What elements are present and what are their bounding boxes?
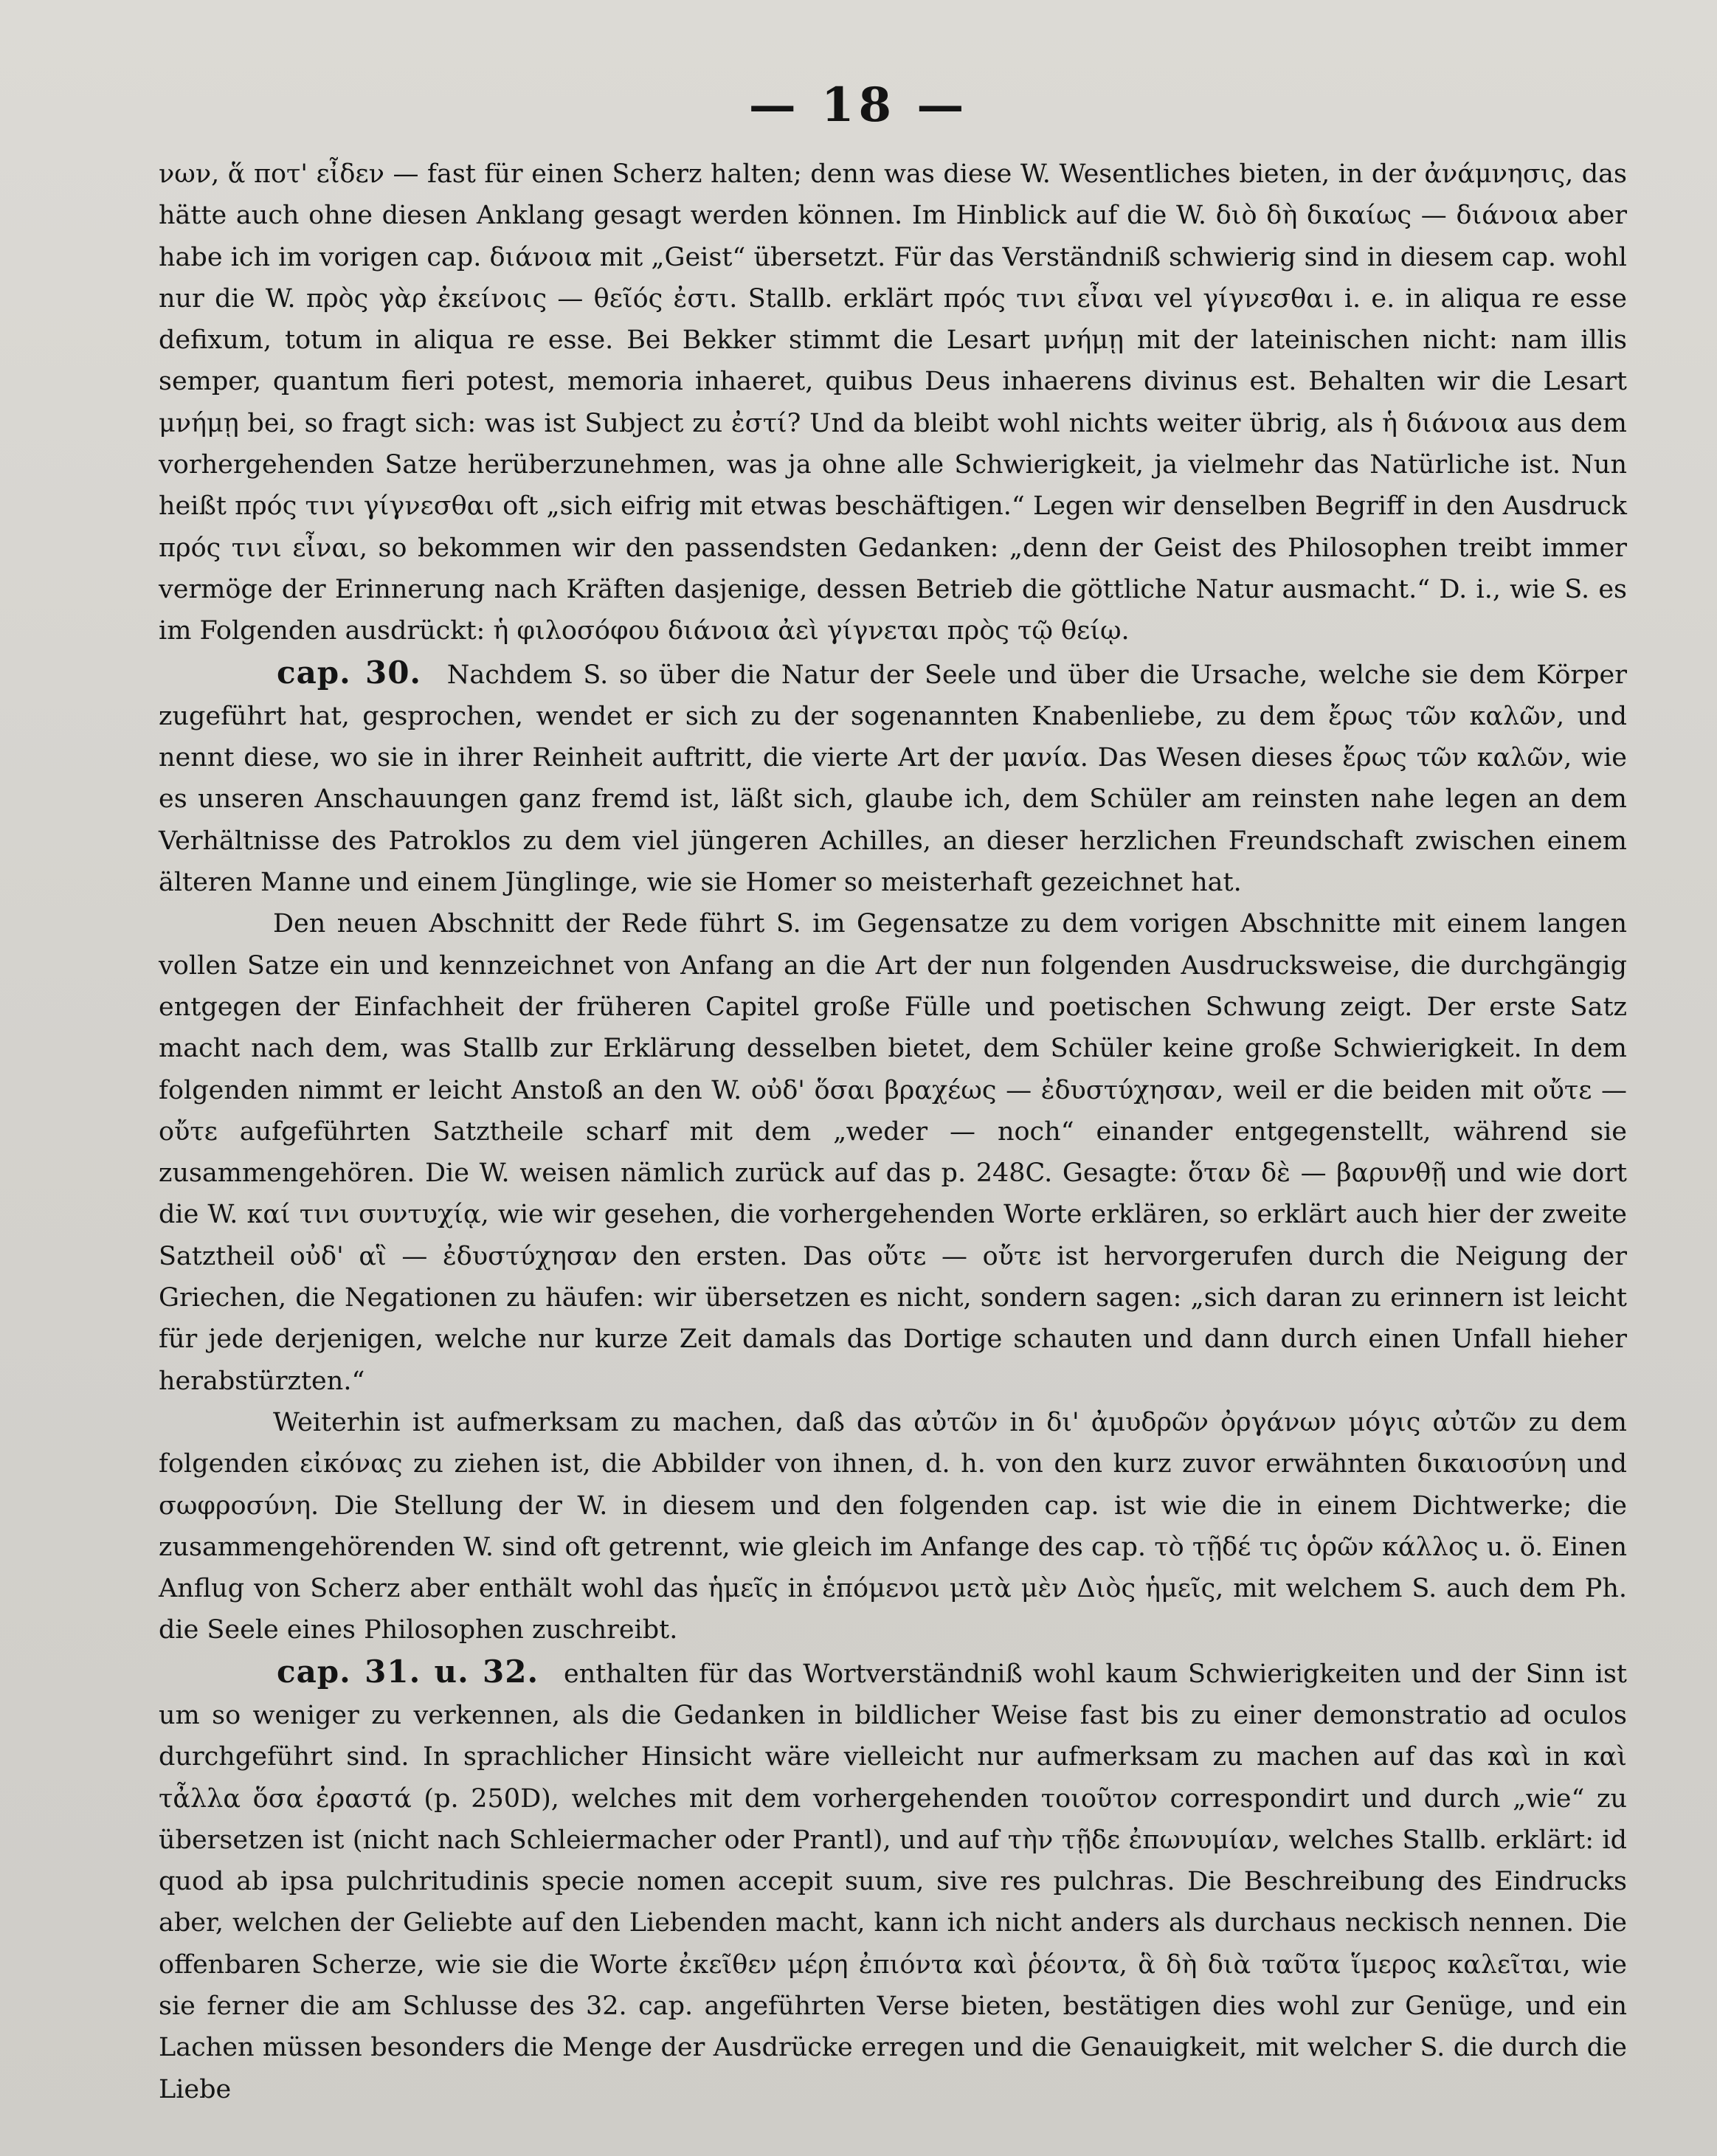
paragraph-text: Nachdem S. so über die Natur der Seele und über die Ursache, welche sie dem Körper zugeführt hat, gesprochen, wendet er sich zu der sogenannten Knabenliebe, zu dem ἔρως τῶν καλῶν, und nennt diese, wo sie in ihrer Reinheit auftritt, die vierte Art der μανία. Das Wesen dieses ἔρως τῶν καλῶν, wie es unseren Anschauungen ganz fremd ist, läßt sich, glaube ich, dem Schüler am reinsten nahe legen an dem Verhältnisse des Patroklos zu dem viel jüngeren Achilles, an dieser herzlichen Freundschaft zwischen einem älteren Manne und einem Jünglinge, wie sie Homer so meisterhaft gezeichnet hat.: [159, 660, 1627, 898]
chapter-heading: cap. 30.: [277, 654, 422, 691]
paragraph-4: [159, 1402, 1627, 1651]
paragraph-text: Weiterhin ist aufmerksam zu machen, daß das αὐτῶν in δι' ἀμυδρῶν ὀργάνων μόγις αὐτῶν zu dem folgenden εἰκόνας zu ziehen ist, die Abbilder von ihnen, d. h. von den kurz zuvor erwähnten δικαιοσύνη und σωφροσύνη. Die Stellung der W. in diesem und den folgenden cap. ist wie die in einem Dichtwerke; die zusammengehörenden W. sind oft getrennt, wie gleich im Anfange des cap. τὸ τῇδέ τις ὁρῶν κάλλος u. ö. Einen Anflug von Scherz aber enthält wohl das ἡμεῖς in ἑπόμενοι μετὰ μὲν Διὸς ἡμεῖς, mit welchem S. auch dem Ph. die Seele eines Philosophen zuschreibt.: [159, 1407, 1627, 1645]
paragraph-cap-31-32: [159, 1651, 1627, 2110]
paragraph-text: enthalten für das Wortverständniß wohl kaum Schwierigkeiten und der Sinn ist um so weniger zu verkennen, als die Gedanken in bildlicher Weise fast bis zu einer demonstratio ad oculos durchgeführt sind. In sprachlicher Hinsicht wäre vielleicht nur aufmerksam zu machen auf das καὶ in καὶ τἆλλα ὅσα ἐραστά (p. 250D), welches mit dem vorhergehenden τοιοῦτον correspondirt und durch „wie“ zu übersetzen ist (nicht nach Schleiermacher oder Prantl), und auf τὴν τῇδε ἐπωνυμίαν, welches Stallb. erklärt: id quod ab ipsa pulchritudinis specie nomen accepit suum, sive res pulchras. Die Beschreibung des Eindrucks aber, welchen der Geliebte auf den Liebenden macht, kann ich nicht anders als durchaus neckisch nennen. Die offenbaren Scherze, wie sie die Worte ἐκεῖθεν μέρη ἐπιόντα καὶ ῥέοντα, ἃ δὴ διὰ ταῦτα ἵμερος καλεῖται, wie sie ferner die am Schlusse des 32. cap. angeführten Verse bieten, bestätigen dies wohl zur Genüge, und ein Lachen müssen besonders die Menge der Ausdrücke erregen und die Genauigkeit, mit welcher S. die durch die Liebe: [159, 1659, 1627, 2104]
page-number: — 18 —: [748, 77, 969, 133]
paragraph-text: νων, ἅ ποτ' εἶδεν — fast für einen Scherz halten; denn was diese W. Wesentliches bieten, in der ἀνάμνησις, das hätte auch ohne diesen Anklang gesagt werden können. Im Hinblick auf die W. διὸ δὴ δικαίως — διάνοια aber habe ich im vorigen cap. διάνοια mit „Geist“ übersetzt. Für das Verständniß schwierig sind in diesem cap. wohl nur die W. πρὸς γὰρ ἐκείνοις — θεῖός ἐστι. Stallb. erklärt πρός τινι εἶναι vel γίγνεσθαι i. e. in aliqua re esse defixum, totum in aliqua re esse. Bei Bekker stimmt die Lesart μνήμῃ mit der lateinischen nicht: nam illis semper, quantum fieri potest, memoria inhaeret, quibus Deus inhaerens divinus est. Behalten wir die Lesart μνήμῃ bei, so fragt sich: was ist Subject zu ἐστί? Und da bleibt wohl nichts weiter übrig, als ἡ διάνοια aus dem vorhergehenden Satze herüberzunehmen, was ja ohne alle Schwierigkeit, ja vielmehr das Natürliche ist. Nun heißt πρός τινι γίγνεσθαι oft „sich eifrig mit etwas beschäftigen.“ Legen wir denselben Begriff in den Ausdruck πρός τινι εἶναι, so bekommen wir den passendsten Gedanken: „denn der Geist des Philosophen treibt immer vermöge der Erinnerung nach Kräften dasjenige, dessen Betrieb die göttliche Natur ausmacht.“ D. i., wie S. es im Folgenden ausdrückt: ἡ φιλοσόφου διάνοια ἀεὶ γίγνεται πρὸς τῷ θείῳ.: [159, 159, 1627, 646]
paragraph-3: [159, 903, 1627, 1402]
paragraph-cap-30: [159, 652, 1627, 904]
paragraph-text: Den neuen Abschnitt der Rede führt S. im Gegensatze zu dem vorigen Abschnitte mit einem langen vollen Satze ein und kennzeichnet von Anfang an die Art der nun folgenden Ausdrucksweise, die durchgängig entgegen der Einfachheit der früheren Capitel große Fülle und poetischen Schwung zeigt. Der erste Satz macht nach dem, was Stallb zur Erklärung desselben bietet, dem Schüler keine große Schwierigkeit. In dem folgenden nimmt er leicht Anstoß an den W. οὐδ' ὅσαι βραχέως — ἐδυστύχησαν, weil er die beiden mit οὔτε — οὔτε aufgeführten Satztheile scharf mit dem „weder — noch“ einander entgegenstellt, während sie zusammengehören. Die W. weisen nämlich zurück auf das p. 248C. Gesagte: ὅταν δὲ — βαρυνθῇ und wie dort die W. καί τινι συντυχίᾳ, wie wir gesehen, die vorhergehenden Worte erklären, so erklärt auch hier der zweite Satztheil οὐδ' αἳ — ἐδυστύχησαν den ersten. Das οὔτε — οὔτε ist hervorgerufen durch die Neigung der Griechen, die Negationen zu häufen: wir übersetzen es nicht, sondern sagen: „sich daran zu erinnern ist leicht für jede derjenigen, welche nur kurze Zeit damals das Dortige schauten und dann durch einen Unfall hieher herabstürzten.“: [159, 909, 1627, 1396]
paragraph-1: [159, 153, 1627, 652]
chapter-heading: cap. 31. u. 32.: [277, 1653, 539, 1690]
body-text: [159, 153, 1627, 2110]
